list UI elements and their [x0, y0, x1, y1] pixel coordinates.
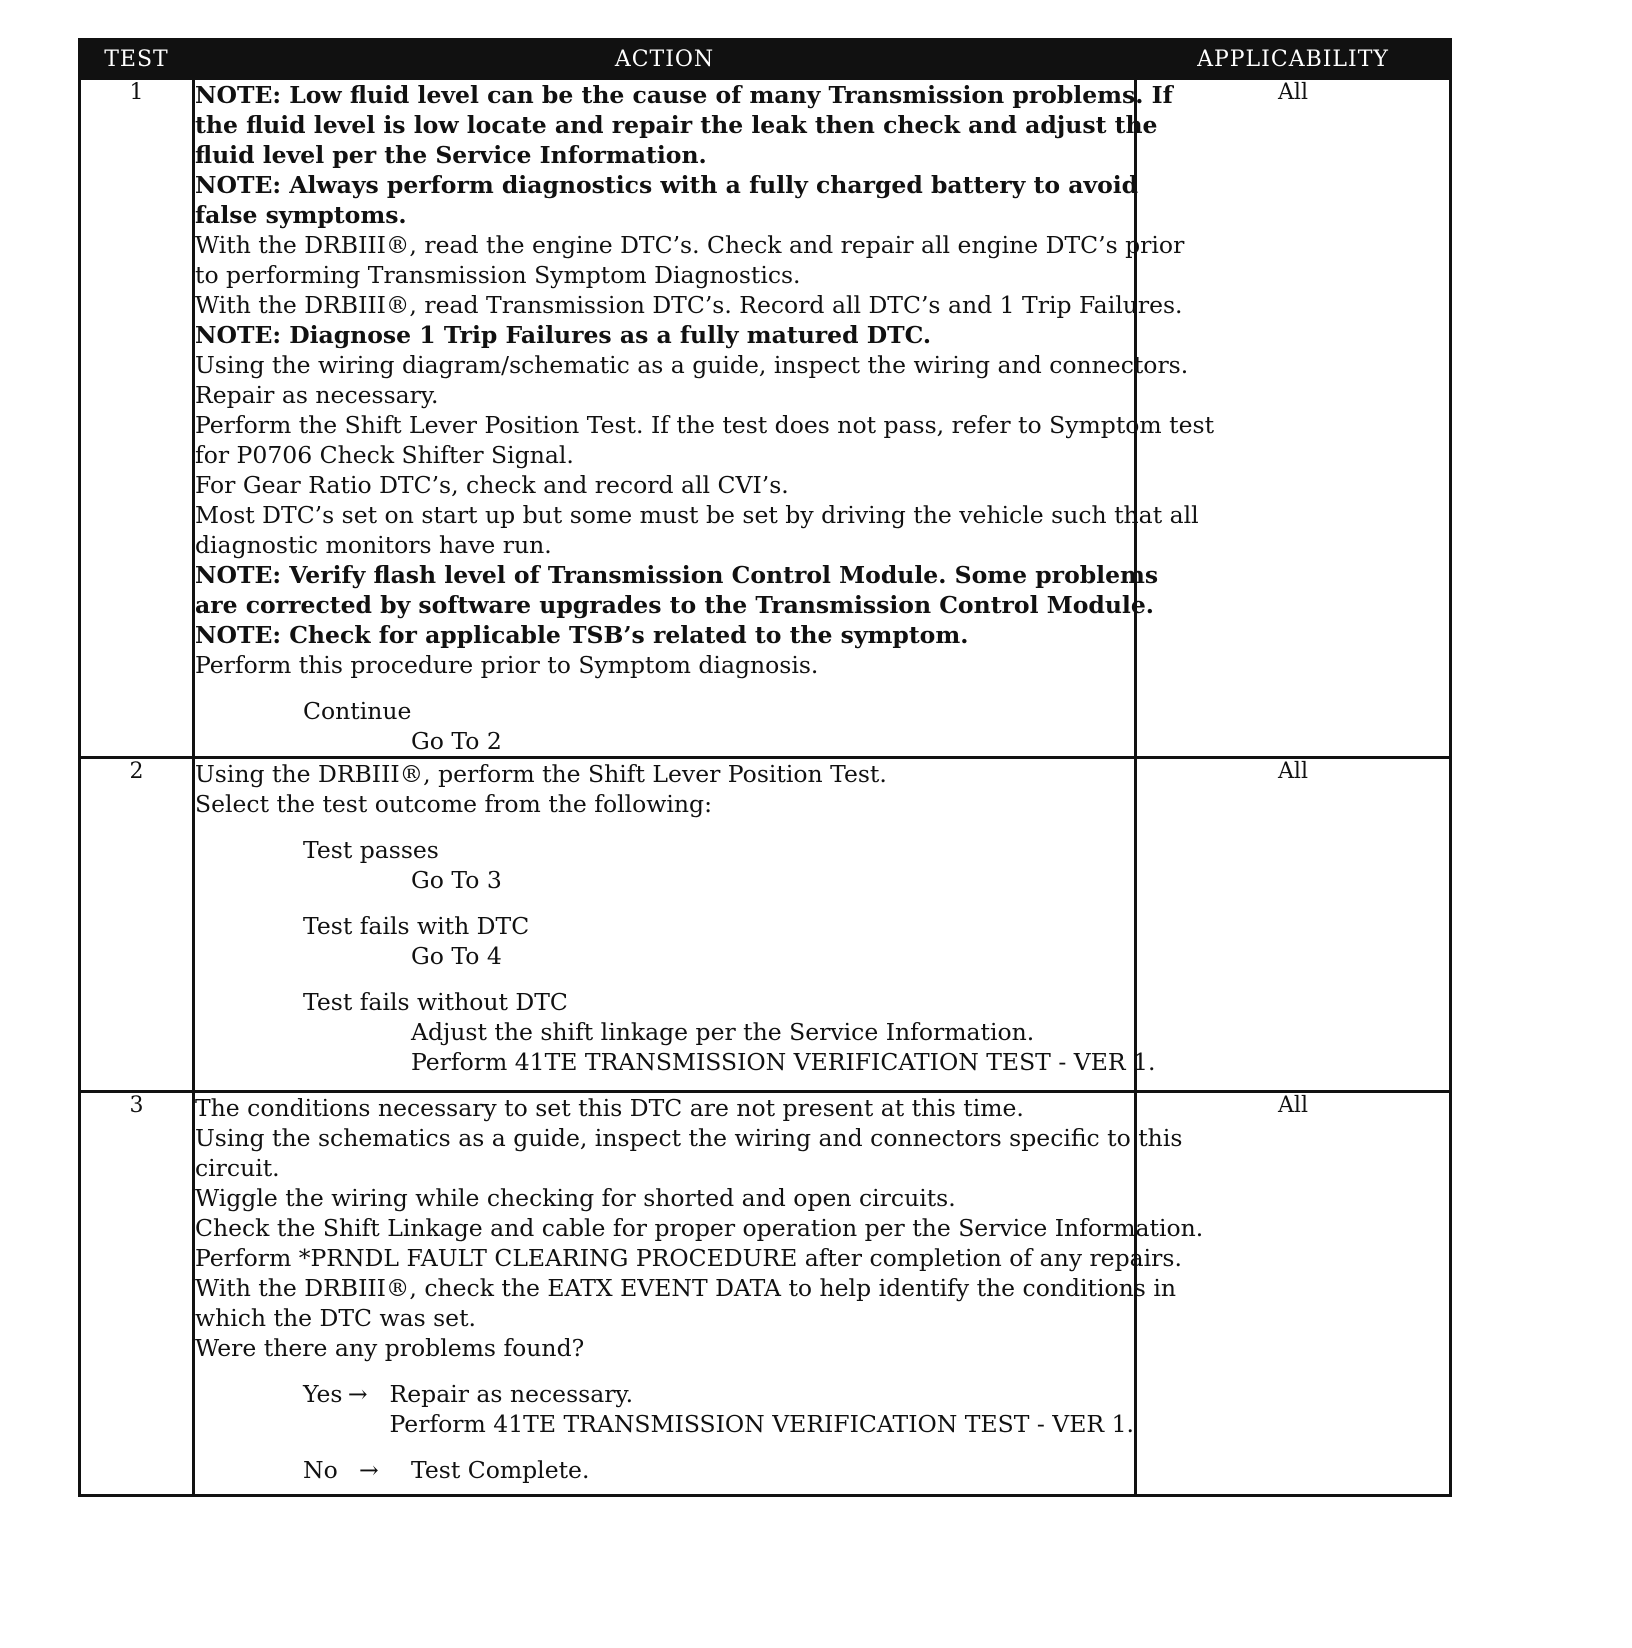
header-action: ACTION	[194, 40, 1136, 79]
outcome-result: Go To 3	[411, 866, 502, 894]
test-number: 1	[80, 79, 194, 758]
note-line: the fluid level is low locate and repair the leak then check and adjust the	[195, 111, 1158, 139]
outcome-result: Perform 41TE TRANSMISSION VERIFICATION TEST - VER 1.	[411, 1048, 1156, 1076]
note-line: NOTE: Diagnose 1 Trip Failures as a fully matured DTC.	[195, 321, 932, 349]
note-line: NOTE: Always perform diagnostics with a fully charged battery to avoid	[195, 171, 1139, 199]
action-cell	[194, 79, 1215, 758]
test-number: 2	[80, 758, 194, 1092]
note-line: NOTE: Verify flash level of Transmission Control Module. Some problems	[195, 561, 1159, 589]
action-choices	[195, 835, 1156, 1077]
outcome-choice	[195, 835, 1134, 895]
instruction-line: The conditions necessary to set this DTC are not present at this time.	[195, 1094, 1024, 1122]
outcome-result: Go To 4	[411, 942, 502, 970]
instruction-line: to performing Transmission Symptom Diagnostics.	[195, 261, 801, 289]
table-body	[80, 79, 1451, 1496]
instruction-line: Perform the Shift Lever Position Test. If the test does not pass, refer to Symptom test	[195, 411, 1215, 439]
action-answers	[195, 1379, 1134, 1485]
instruction-line: With the DRBIII®, read Transmission DTC’s. Record all DTC’s and 1 Trip Failures.	[195, 291, 1183, 319]
table-row	[80, 1092, 1451, 1496]
instruction-line: Perform *PRNDL FAULT CLEARING PROCEDURE after completion of any repairs.	[195, 1244, 1182, 1272]
note-line: false symptoms.	[195, 201, 407, 229]
outcome-choice	[195, 987, 1156, 1077]
header-applicability: APPLICABILITY	[1136, 40, 1451, 79]
note-line: are corrected by software upgrades to the Transmission Control Module.	[195, 591, 1154, 619]
outcome-choice	[195, 911, 1134, 971]
outcome-result: Perform 41TE TRANSMISSION VERIFICATION TEST - VER 1.	[389, 1410, 1134, 1438]
outcome-result: Adjust the shift linkage per the Service Information.	[411, 1018, 1035, 1046]
answer-key: Yes	[303, 1380, 343, 1408]
outcome-result: Go To 2	[411, 727, 502, 755]
instruction-line: diagnostic monitors have run.	[195, 531, 552, 559]
instruction-line: Were there any problems found?	[195, 1334, 585, 1362]
instruction-line: circuit.	[195, 1154, 280, 1182]
header-row	[80, 40, 1451, 79]
header-test: TEST	[80, 40, 194, 79]
instruction-line: With the DRBIII®, check the EATX EVENT DATA to help identify the conditions in	[195, 1274, 1176, 1302]
applicability-cell: All	[1136, 1092, 1451, 1496]
instruction-line: With the DRBIII®, read the engine DTC’s. Check and repair all engine DTC’s prior	[195, 231, 1185, 259]
instruction-line: For Gear Ratio DTC’s, check and record all CVI’s.	[195, 471, 789, 499]
action-cell	[194, 758, 1156, 1092]
action-lines	[195, 80, 1215, 680]
answer-row	[195, 1455, 1134, 1485]
action-lines	[195, 1093, 1204, 1363]
action-cell	[194, 1092, 1204, 1496]
note-line: fluid level per the Service Information.	[195, 141, 707, 169]
instruction-line: Using the wiring diagram/schematic as a guide, inspect the wiring and connectors.	[195, 351, 1189, 379]
outcome-result: Test Complete.	[411, 1456, 590, 1484]
outcome-label: Test fails without DTC	[303, 988, 568, 1016]
applicability-cell: All	[1136, 79, 1451, 758]
answer-outcome	[390, 1379, 1134, 1439]
instruction-line: Using the DRBIII®, perform the Shift Lever Position Test.	[195, 760, 887, 788]
answer-key: No	[303, 1456, 338, 1484]
action-lines	[195, 759, 1134, 819]
answer-outcome	[411, 1455, 589, 1485]
diagnostic-table	[78, 38, 1452, 1497]
outcome-label: Test passes	[303, 836, 439, 864]
table-row	[80, 758, 1451, 1092]
instruction-line: Wiggle the wiring while checking for shorted and open circuits.	[195, 1184, 956, 1212]
outcome-label: Continue	[303, 697, 412, 725]
answer-row	[195, 1379, 1134, 1439]
instruction-line: Select the test outcome from the following:	[195, 790, 713, 818]
table-header	[80, 40, 1451, 79]
instruction-line: for P0706 Check Shifter Signal.	[195, 441, 574, 469]
outcome-choice	[195, 696, 1134, 756]
outcome-result: Repair as necessary.	[389, 1380, 634, 1408]
instruction-line: Using the schematics as a guide, inspect the wiring and connectors specific to this	[195, 1124, 1183, 1152]
action-choices	[195, 696, 1134, 756]
arrow-icon: →	[359, 1456, 379, 1484]
outcome-label: Test fails with DTC	[303, 912, 530, 940]
instruction-line: Check the Shift Linkage and cable for proper operation per the Service Information.	[195, 1214, 1204, 1242]
table-row	[80, 79, 1451, 758]
arrow-icon: →	[347, 1380, 368, 1408]
note-line: NOTE: Low fluid level can be the cause of many Transmission problems. If	[195, 81, 1173, 109]
instruction-line: Most DTC’s set on start up but some must be set by driving the vehicle such that all	[195, 501, 1199, 529]
instruction-line: Repair as necessary.	[195, 381, 439, 409]
test-number: 3	[80, 1092, 194, 1496]
instruction-line: Perform this procedure prior to Symptom diagnosis.	[195, 651, 819, 679]
instruction-line: which the DTC was set.	[195, 1304, 476, 1332]
note-line: NOTE: Check for applicable TSB’s related to the symptom.	[195, 621, 969, 649]
applicability-cell: All	[1136, 758, 1451, 1092]
